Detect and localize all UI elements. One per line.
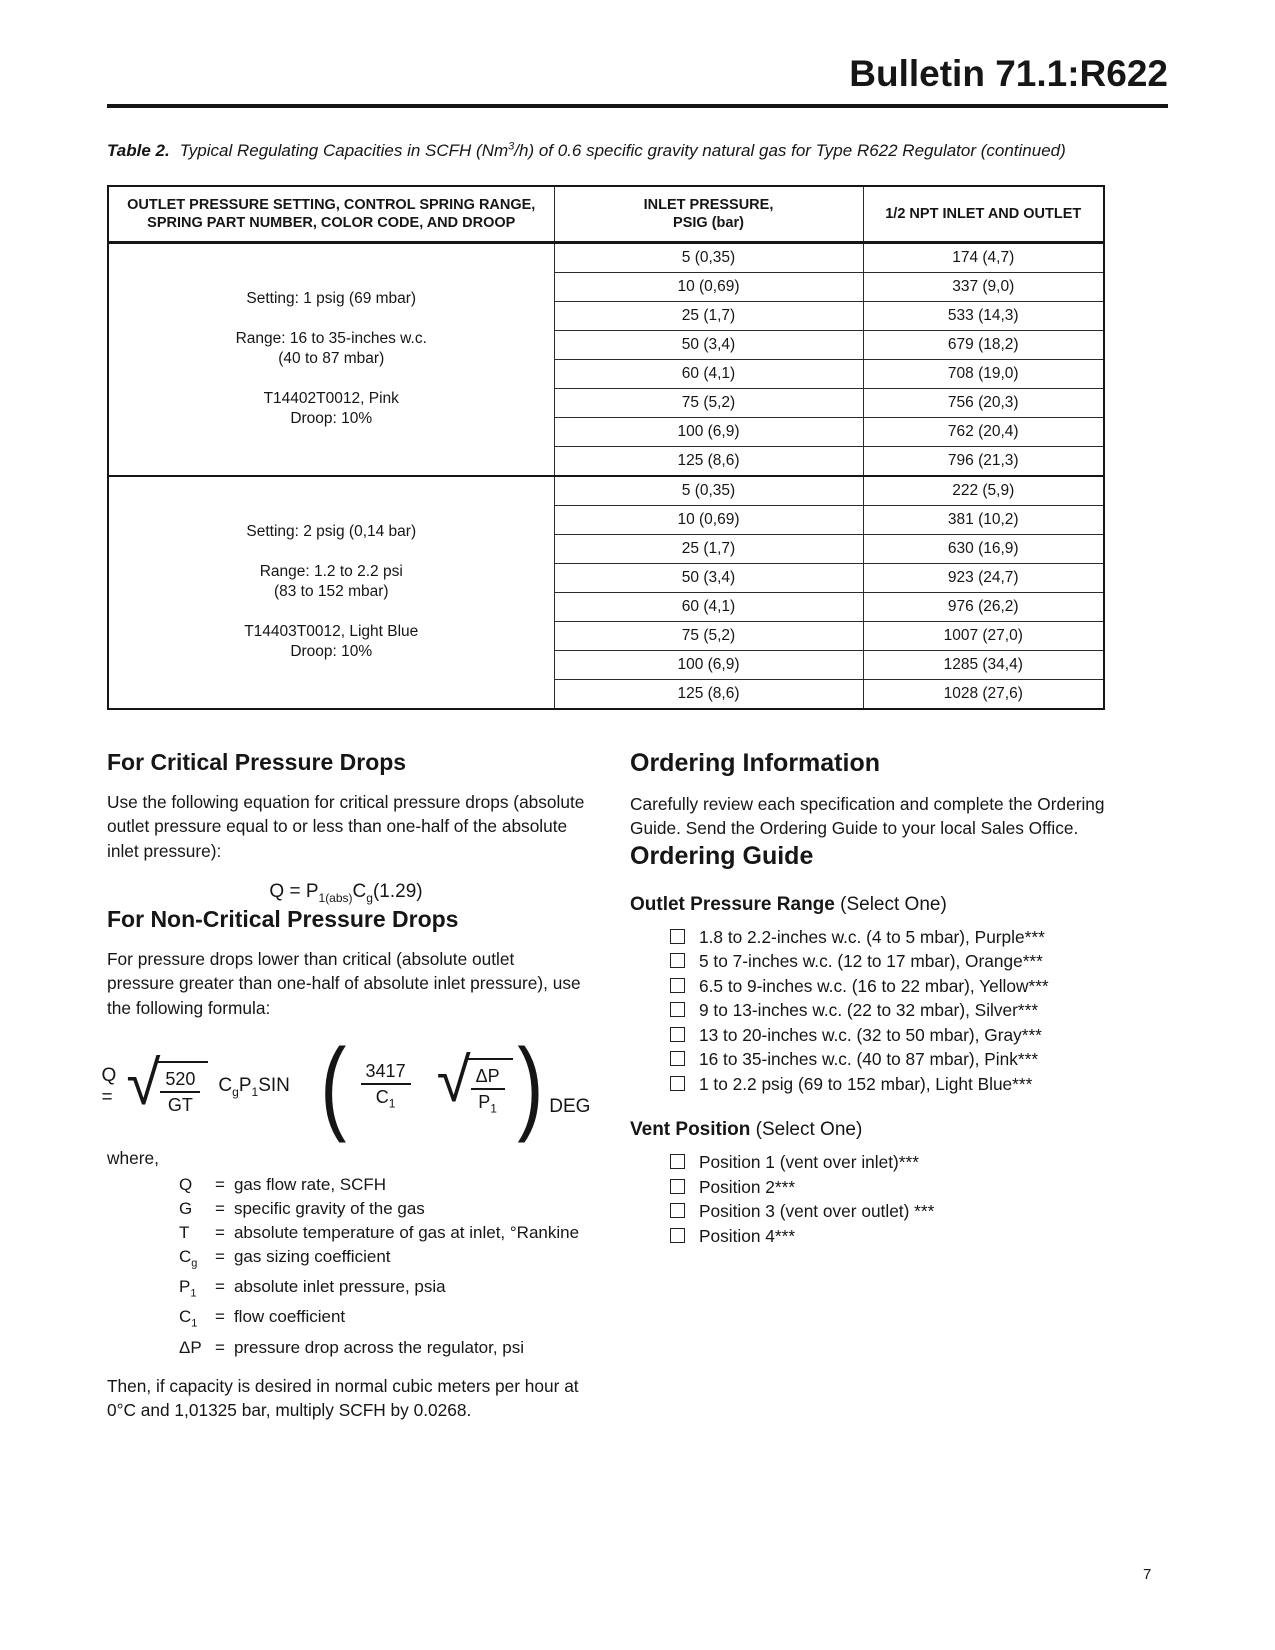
checkbox-option-label: 1 to 2.2 psig (69 to 152 mbar), Light Blue*** xyxy=(699,1073,1033,1094)
outlet-pressure-range-label: Outlet Pressure Range xyxy=(630,893,835,915)
capacity-cell: 976 (26,2) xyxy=(863,592,1104,621)
ordering-information-heading: Ordering Information xyxy=(630,748,880,777)
checkbox-option-label: 13 to 20-inches w.c. (32 to 50 mbar), Gray*** xyxy=(699,1024,1042,1045)
capacity-cell: 10 (0,69) xyxy=(554,272,863,301)
capacity-cell: 10 (0,69) xyxy=(554,505,863,534)
checkbox-icon xyxy=(670,953,685,968)
checkbox-icon xyxy=(670,1027,685,1042)
capacity-cell: 337 (9,0) xyxy=(863,272,1104,301)
where-term: $C_g$ xyxy=(179,1246,198,1269)
page-title: Bulletin 71.1:R622 xyxy=(849,53,1168,94)
spring-info-cell: Setting: 2 psig (0,14 bar) Range: 1.2 to 2.2 psi (83 to 152 mbar) T14403T0012, Light Blue Droop: 10% xyxy=(108,476,554,709)
capacity-cell: 75 (5,2) xyxy=(554,621,863,650)
where-term: T xyxy=(179,1222,190,1242)
formula-sqrt-520-gt: √ $\frac{520}{GT}$ xyxy=(126,1058,208,1116)
select-one-hint: (Select One) xyxy=(755,1119,863,1141)
where-label: where, xyxy=(107,1147,159,1168)
column-header: 1/2 NPT INLET AND OUTLET xyxy=(863,186,1104,243)
where-definition: $C_g$ = gas sizing coefficient xyxy=(179,1245,585,1275)
formula-lhs: Q = xyxy=(101,1065,117,1108)
capacity-cell: 50 (3,4) xyxy=(554,563,863,592)
capacity-cell: 381 (10,2) xyxy=(863,505,1104,534)
capacity-cell: 125 (8,6) xyxy=(554,679,863,709)
vent-position-label: Vent Position xyxy=(630,1119,751,1141)
checkbox-option xyxy=(670,1047,1113,1072)
capacity-table-body xyxy=(108,242,1104,709)
noncritical-body: For pressure drops lower than critical (absolute outlet pressure greater than one-half of absolute inlet pressure), use the following formula: xyxy=(107,948,581,1018)
radical-icon: √ xyxy=(126,1049,161,1118)
capacity-cell: 25 (1,7) xyxy=(554,301,863,330)
checkbox-icon xyxy=(670,1154,685,1169)
checkbox-option-label: 9 to 13-inches w.c. (22 to 32 mbar), Silver*** xyxy=(699,1000,1039,1021)
capacity-cell: 1285 (34,4) xyxy=(863,650,1104,679)
capacity-cell: 5 (0,35) xyxy=(554,476,863,506)
checkbox-icon xyxy=(670,1002,685,1017)
table-row xyxy=(108,242,1104,272)
where-description: gas flow rate, SCFH xyxy=(233,1174,387,1194)
open-paren: ( xyxy=(320,1028,347,1145)
capacity-cell: 25 (1,7) xyxy=(554,534,863,563)
where-definition: T = absolute temperature of gas at inlet, °Rankine xyxy=(179,1221,585,1245)
capacity-cell: 222 (5,9) xyxy=(863,476,1104,506)
checkbox-option-label: 16 to 35-inches w.c. (40 to 87 mbar), Pink*** xyxy=(699,1049,1039,1070)
where-term: G xyxy=(179,1198,193,1218)
checkbox-option xyxy=(670,1072,1113,1097)
checkbox-icon xyxy=(670,1051,685,1066)
formula-sqrt-dp-p1: √ $\frac{\Delta P}{P_1}$ xyxy=(437,1055,513,1120)
checkbox-option-label: Position 2*** xyxy=(699,1176,796,1197)
capacity-cell: 708 (19,0) xyxy=(863,359,1104,388)
checkbox-icon xyxy=(670,1228,685,1243)
where-definition: $P_1$ = absolute inlet pressure, psia xyxy=(179,1275,585,1305)
checkbox-option xyxy=(670,998,1113,1023)
checkbox-option xyxy=(670,1224,1113,1249)
capacity-cell: 1007 (27,0) xyxy=(863,621,1104,650)
where-definition: Q = gas flow rate, SCFH xyxy=(179,1173,585,1197)
critical-heading: For Critical Pressure Drops xyxy=(107,748,407,775)
column-header: INLET PRESSURE, PSIG (bar) xyxy=(554,186,863,243)
checkbox-option xyxy=(670,1023,1113,1048)
checkbox-option xyxy=(670,949,1113,974)
where-term: ΔP xyxy=(179,1337,202,1357)
column-header: OUTLET PRESSURE SETTING, CONTROL SPRING RANGE, SPRING PART NUMBER, COLOR CODE, AND DROOP xyxy=(108,186,554,243)
table-caption-label: Table 2. xyxy=(107,140,170,160)
capacity-cell: 50 (3,4) xyxy=(554,330,863,359)
capacity-cell: 5 (0,35) xyxy=(554,242,863,272)
checkbox-option xyxy=(670,1150,1113,1175)
vent-position-options xyxy=(630,1150,1113,1248)
capacity-cell: 796 (21,3) xyxy=(863,446,1104,476)
page-number: 7 xyxy=(1143,1566,1152,1583)
capacity-cell: 533 (14,3) xyxy=(863,301,1104,330)
checkbox-option-label: 5 to 7-inches w.c. (12 to 17 mbar), Orange*** xyxy=(699,951,1043,972)
where-description: specific gravity of the gas xyxy=(233,1198,425,1218)
table-caption-text: Typical Regulating Capacities in SCFH (Nm$^3$/h) of 0.6 specific gravity natural gas for Type R622 Regulator (continued) xyxy=(179,140,1066,160)
critical-body: Use the following equation for critical pressure drops (absolute outlet pressure equal to or less than one-half of the absolute inlet pressure): xyxy=(107,791,585,861)
checkbox-icon xyxy=(670,1179,685,1194)
capacity-cell: 679 (18,2) xyxy=(863,330,1104,359)
header-rule xyxy=(107,104,1168,108)
checkbox-option xyxy=(670,974,1113,999)
right-column xyxy=(630,748,1113,1423)
checkbox-option-label: Position 1 (vent over inlet)*** xyxy=(699,1152,919,1173)
where-term: Q xyxy=(179,1174,193,1194)
where-term: $C_1$ xyxy=(179,1307,198,1330)
where-definition: $C_1$ = flow coefficient xyxy=(179,1305,585,1335)
where-description: gas sizing coefficient xyxy=(233,1246,391,1266)
table-header-row xyxy=(108,186,1104,243)
where-definition: G = specific gravity of the gas xyxy=(179,1197,585,1221)
where-description: pressure drop across the regulator, psi xyxy=(233,1337,525,1357)
noncritical-formula xyxy=(101,1028,591,1145)
checkbox-option xyxy=(670,1199,1113,1224)
select-one-hint: (Select One) xyxy=(840,893,947,915)
where-description: absolute inlet pressure, psia xyxy=(233,1276,446,1296)
capacity-cell: 630 (16,9) xyxy=(863,534,1104,563)
capacity-cell: 100 (6,9) xyxy=(554,650,863,679)
capacity-cell: 125 (8,6) xyxy=(554,446,863,476)
outlet-pressure-range-subhead xyxy=(630,893,1113,917)
ordering-guide-heading: Ordering Guide xyxy=(630,841,814,870)
checkbox-option-label: 6.5 to 9-inches w.c. (16 to 22 mbar), Yellow*** xyxy=(699,975,1049,996)
capacity-cell: 762 (20,4) xyxy=(863,417,1104,446)
where-definition: ΔP = pressure drop across the regulator, psi xyxy=(179,1336,585,1360)
capacity-cell: 100 (6,9) xyxy=(554,417,863,446)
where-description: flow coefficient xyxy=(233,1307,346,1327)
capacity-cell: 1028 (27,6) xyxy=(863,679,1104,709)
capacity-cell: 174 (4,7) xyxy=(863,242,1104,272)
checkbox-icon xyxy=(670,978,685,993)
table-caption xyxy=(107,136,1168,161)
where-term: $P_1$ xyxy=(179,1276,197,1300)
formula-suffix: DEG xyxy=(549,1095,591,1117)
left-column xyxy=(101,748,591,1423)
critical-equation: $Q = P_{1(abs)}C_g(1.29)$ xyxy=(269,881,423,905)
spring-info-cell: Setting: 1 psig (69 mbar) Range: 16 to 35-inches w.c. (40 to 87 mbar) T14402T0012, Pink Droop: 10% xyxy=(108,242,554,476)
checkbox-icon xyxy=(670,929,685,944)
table-row xyxy=(108,476,1104,506)
close-paren: ) xyxy=(516,1028,543,1145)
radical-icon: √ xyxy=(436,1045,471,1115)
formula-frac-3417-c1: $\frac{3417}{C_1}$ xyxy=(361,1060,411,1115)
formula-middle: $C_gP_1SIN$ xyxy=(218,1075,290,1099)
conversion-note: Then, if capacity is desired in normal cubic meters per hour at 0°C and 1,01325 bar, multiply SCFH by 0.0268. xyxy=(107,1375,579,1421)
checkbox-icon xyxy=(670,1076,685,1091)
noncritical-heading: For Non-Critical Pressure Drops xyxy=(107,905,459,932)
where-list xyxy=(179,1173,585,1360)
capacity-cell: 75 (5,2) xyxy=(554,388,863,417)
capacity-cell: 923 (24,7) xyxy=(863,563,1104,592)
capacity-cell: 60 (4,1) xyxy=(554,359,863,388)
capacity-table xyxy=(107,185,1105,710)
outlet-pressure-options xyxy=(630,925,1113,1097)
where-description: absolute temperature of gas at inlet, °Rankine xyxy=(233,1222,580,1242)
checkbox-option-label: 1.8 to 2.2-inches w.c. (4 to 5 mbar), Purple*** xyxy=(699,926,1045,947)
ordering-information-body: Carefully review each specification and complete the Ordering Guide. Send the Ordering Guide to your local Sales Office. xyxy=(630,793,1105,839)
capacity-cell: 60 (4,1) xyxy=(554,592,863,621)
capacity-cell: 756 (20,3) xyxy=(863,388,1104,417)
checkbox-icon xyxy=(670,1203,685,1218)
checkbox-option xyxy=(670,1175,1113,1200)
checkbox-option-label: Position 3 (vent over outlet) *** xyxy=(699,1201,935,1222)
vent-position-subhead xyxy=(630,1118,1113,1142)
checkbox-option-label: Position 4*** xyxy=(699,1225,796,1246)
checkbox-option xyxy=(670,925,1113,950)
